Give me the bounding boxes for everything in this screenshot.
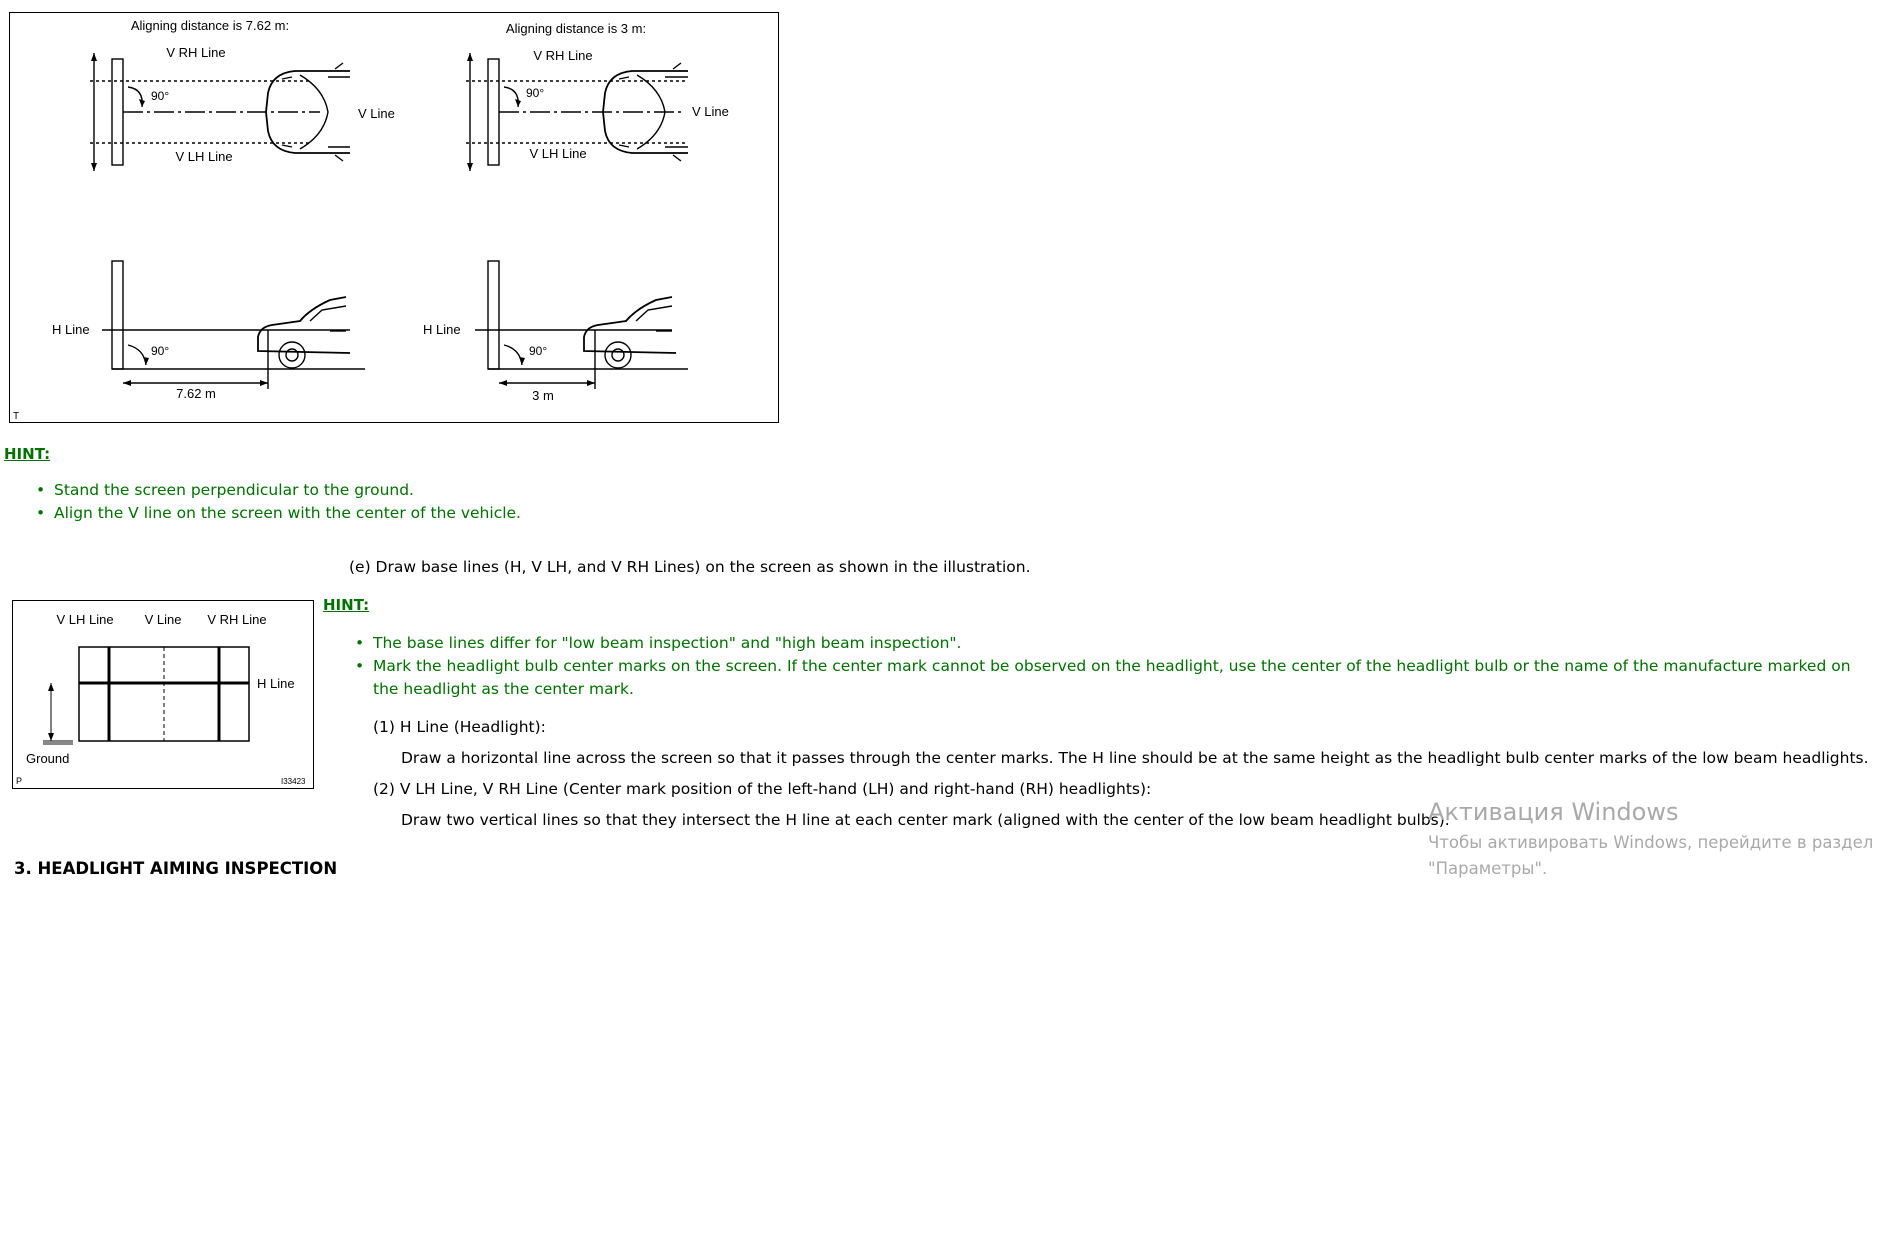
hint-item: • Align the V line on the screen with the center of the vehicle. bbox=[36, 502, 736, 525]
windows-activation-line2: "Параметры". bbox=[1428, 859, 1548, 878]
v-line-label-left: V Line bbox=[358, 106, 395, 121]
v-rh-label-right: V RH Line bbox=[533, 48, 593, 63]
sub-step-2-body: Draw two vertical lines so that they intersect the H line at each center mark (aligned with the center of the low beam headlight bulbs). bbox=[401, 811, 1450, 829]
v-rh-label-left: V RH Line bbox=[166, 45, 226, 60]
car-side-right bbox=[584, 297, 676, 353]
ground-label: Ground bbox=[26, 751, 70, 766]
hint-item: • The base lines differ for "low beam inspection" and "high beam inspection". bbox=[355, 632, 1877, 655]
section-3-heading: 3. HEADLIGHT AIMING INSPECTION bbox=[14, 859, 338, 878]
v-line-label: V Line bbox=[144, 612, 182, 627]
hint-label-1: HINT: bbox=[4, 445, 51, 463]
step-e-text: (e) Draw base lines (H, V LH, and V RH Lines) on the screen as shown in the illustration. bbox=[349, 558, 1031, 576]
title-right: Aligning distance is 3 m: bbox=[505, 21, 647, 36]
figure-code: I33423 bbox=[281, 777, 306, 786]
v-line-label-right: V Line bbox=[692, 104, 729, 119]
v-lh-label-left: V LH Line bbox=[175, 149, 233, 164]
h-line-label-left: H Line bbox=[52, 322, 90, 337]
windows-activation-line1: Чтобы активировать Windows, перейдите в раздел bbox=[1428, 833, 1874, 852]
windows-activation-title: Активация Windows bbox=[1428, 798, 1679, 826]
corner-mark: T bbox=[13, 411, 20, 422]
h-line-label: H Line bbox=[257, 676, 295, 691]
angle-label-tl: 90° bbox=[151, 89, 170, 103]
sub-step-1-body: Draw a horizontal line across the screen so that it passes through the center marks. The H line should be at the same height as the headlight bulb center marks of the low beam headlights. bbox=[401, 749, 1869, 767]
screen-top-view-right bbox=[488, 59, 499, 165]
angle-label-tr: 90° bbox=[526, 86, 545, 100]
distance-label-3m: 3 m bbox=[532, 388, 554, 403]
sub-step-2-title: (2) V LH Line, V RH Line (Center mark position of the left-hand (LH) and right-hand (RH) headlights): bbox=[373, 780, 1152, 798]
distance-label-762: 7.62 m bbox=[176, 386, 216, 401]
angle-label-bl: 90° bbox=[151, 344, 170, 358]
hint-item: • Mark the headlight bulb center marks on the screen. If the center mark cannot be observed on the headlight, use the center of the headlight bulb or the name of the manufacture marked on the headlight as the center mark. bbox=[355, 655, 1877, 701]
hint-list-1 bbox=[36, 479, 736, 525]
screen-side-view-left bbox=[112, 261, 123, 369]
screen-top-view-left bbox=[112, 59, 123, 165]
sub-step-1-title: (1) H Line (Headlight): bbox=[373, 718, 546, 736]
aligning-distance-figure bbox=[9, 12, 779, 423]
hint-item: • Stand the screen perpendicular to the ground. bbox=[36, 479, 736, 502]
screen-side-view-right bbox=[488, 261, 499, 369]
aligning-distance-drawing bbox=[10, 13, 778, 422]
v-rh-label: V RH Line bbox=[207, 612, 267, 627]
v-lh-label: V LH Line bbox=[56, 612, 114, 627]
h-line-label-right: H Line bbox=[423, 322, 461, 337]
base-lines-figure bbox=[12, 600, 314, 789]
car-top-right bbox=[603, 71, 688, 153]
angle-arc-left bbox=[128, 87, 142, 107]
car-side-left bbox=[258, 297, 350, 353]
hint-list-2 bbox=[355, 632, 1877, 701]
title-left: Aligning distance is 7.62 m: bbox=[130, 18, 290, 33]
corner-mark: P bbox=[16, 776, 23, 786]
hint-label-2: HINT: bbox=[323, 596, 370, 614]
base-lines-drawing bbox=[13, 601, 313, 788]
angle-label-br: 90° bbox=[529, 344, 548, 358]
v-lh-label-right: V LH Line bbox=[529, 146, 587, 161]
